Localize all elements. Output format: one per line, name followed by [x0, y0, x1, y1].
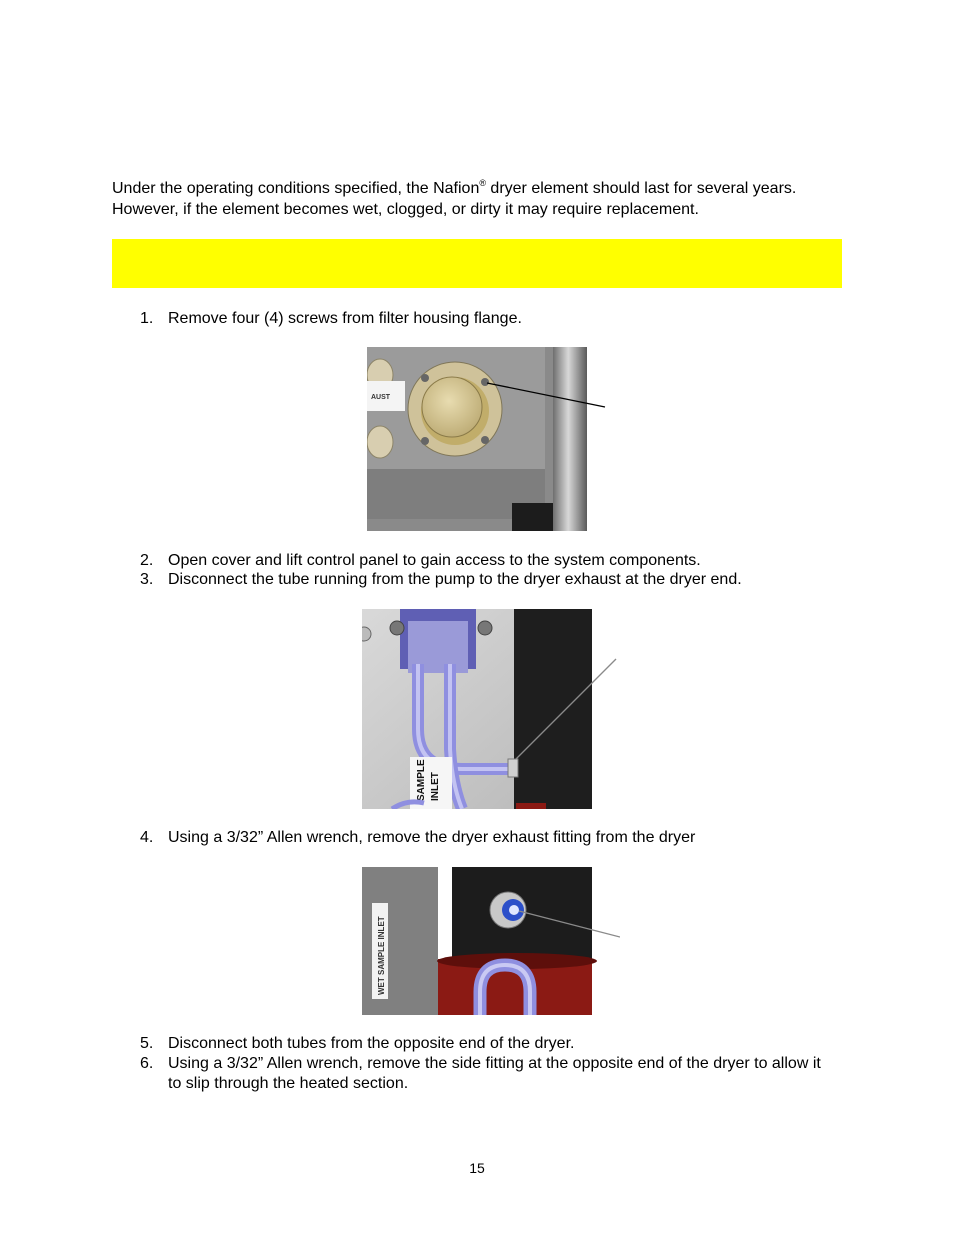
step-number: 1. [140, 310, 154, 327]
figure-exhaust-fitting [362, 867, 620, 1015]
step-text: Using a 3/32” Allen wrench, remove the side fitting at the opposite end of the dryer to allow it to slip through the heated section. [168, 1055, 821, 1092]
sample-label: SAMPLE [416, 759, 427, 801]
intro-text-a: Under the operating conditions specified, the Nafion [112, 180, 480, 197]
figure-dryer-exhaust-tube [362, 609, 618, 809]
step-text: Disconnect the tube running from the pump to the dryer exhaust at the dryer end. [168, 571, 742, 588]
inlet-label: INLET [430, 772, 441, 801]
step-number: 3. [140, 571, 154, 588]
figure-filter-housing [367, 347, 607, 531]
step-text: Open cover and lift control panel to gain access to the system components. [168, 552, 701, 569]
exhaust-label: AUST [371, 394, 391, 401]
page-number: 15 [469, 1160, 485, 1176]
step-text: Disconnect both tubes from the opposite end of the dryer. [168, 1035, 575, 1052]
step-number: 5. [140, 1035, 154, 1052]
wet-sample-label: WET SAMPLE INLET [377, 916, 386, 995]
step-number: 6. [140, 1055, 154, 1072]
step-text: Using a 3/32” Allen wrench, remove the dryer exhaust fitting from the dryer [168, 829, 696, 846]
step-text: Remove four (4) screws from filter housing flange. [168, 310, 522, 327]
intro-paragraph [112, 178, 832, 220]
caution-banner [112, 239, 842, 288]
registered-mark: ® [479, 178, 486, 188]
step-number: 2. [140, 552, 154, 569]
intro-text-b: dryer element should last for several years. However, if the element becomes wet, clogged, or dirty it may require replacement. [112, 180, 797, 218]
step-number: 4. [140, 829, 154, 846]
